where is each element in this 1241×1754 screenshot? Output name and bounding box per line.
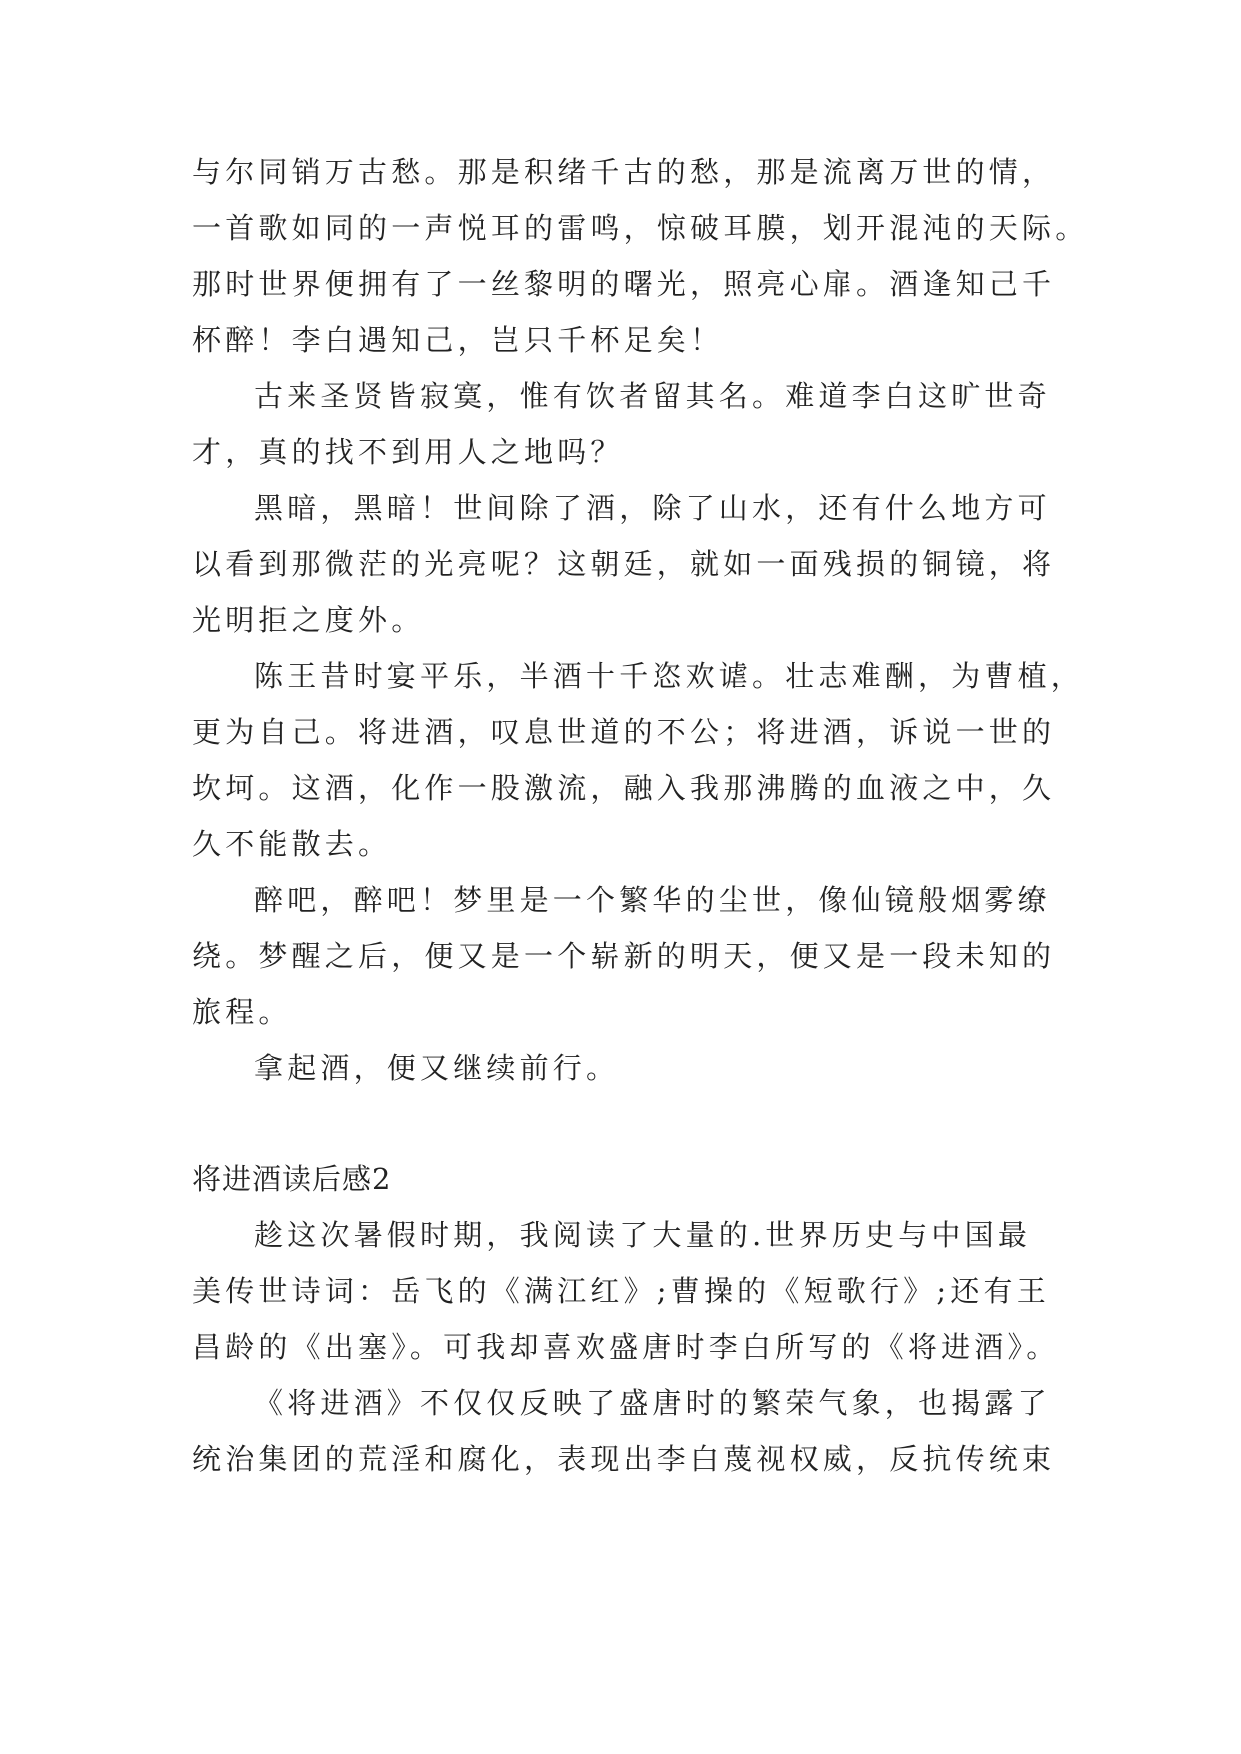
paragraph-3-line-2: 以看到那微茫的光亮呢？这朝廷，就如一面残损的铜镜，将 bbox=[192, 547, 1056, 581]
paragraph-5-line-3: 旅程。 bbox=[192, 995, 292, 1029]
paragraph-4-line-4: 久不能散去。 bbox=[192, 827, 392, 861]
paragraph-2-line-2: 才，真的找不到用人之地吗？ bbox=[192, 435, 624, 469]
paragraph-4-line-3: 坎坷。这酒，化作一股激流，融入我那沸腾的血液之中，久 bbox=[192, 771, 1056, 805]
section-heading: 将进酒读后感2 bbox=[192, 1162, 392, 1196]
section2-paragraph-1-line-3: 昌龄的《出塞》。可我却喜欢盛唐时李白所写的《将进酒》。 bbox=[192, 1330, 1060, 1364]
paragraph-6-line-1: 拿起酒，便又继续前行。 bbox=[254, 1051, 620, 1085]
paragraph-4-line-1: 陈王昔时宴平乐，半酒十千恣欢谑。壮志难酬，为曹植， bbox=[254, 659, 1085, 693]
paragraph-5-line-1: 醉吧，醉吧！梦里是一个繁华的尘世，像仙镜般烟雾缭 bbox=[254, 883, 1051, 917]
paragraph-2-line-1: 古来圣贤皆寂寞，惟有饮者留其名。难道李白这旷世奇 bbox=[254, 379, 1051, 413]
paragraph-4-line-2: 更为自己。将进酒，叹息世道的不公；将进酒，诉说一世的 bbox=[192, 715, 1056, 749]
paragraph-3-line-1: 黑暗，黑暗！世间除了酒，除了山水，还有什么地方可 bbox=[254, 491, 1051, 525]
section2-paragraph-1-line-2: 美传世诗词：岳飞的《满江红》;曹操的《短歌行》;还有王 bbox=[192, 1274, 1050, 1308]
section2-paragraph-2-line-2: 统治集团的荒淫和腐化，表现出李白蔑视权威，反抗传统束 bbox=[192, 1442, 1056, 1476]
paragraph-1-line-1: 与尔同销万古愁。那是积绪千古的愁，那是流离万世的情， bbox=[192, 155, 1056, 189]
section2-paragraph-1-line-1: 趁这次暑假时期，我阅读了大量的.世界历史与中国最 bbox=[254, 1218, 1032, 1252]
paragraph-3-line-3: 光明拒之度外。 bbox=[192, 603, 425, 637]
paragraph-1-line-2: 一首歌如同的一声悦耳的雷鸣，惊破耳膜，划开混沌的天际。 bbox=[192, 211, 1089, 245]
paragraph-5-line-2: 绕。梦醒之后，便又是一个崭新的明天，便又是一段未知的 bbox=[192, 939, 1056, 973]
paragraph-1-line-4: 杯醉！李白遇知己，岂只千杯足矣！ bbox=[192, 323, 724, 357]
section2-paragraph-2-line-1: 《将进酒》不仅仅反映了盛唐时的繁荣气象，也揭露了 bbox=[254, 1386, 1051, 1420]
paragraph-1-line-3: 那时世界便拥有了一丝黎明的曙光，照亮心扉。酒逢知己千 bbox=[192, 267, 1056, 301]
